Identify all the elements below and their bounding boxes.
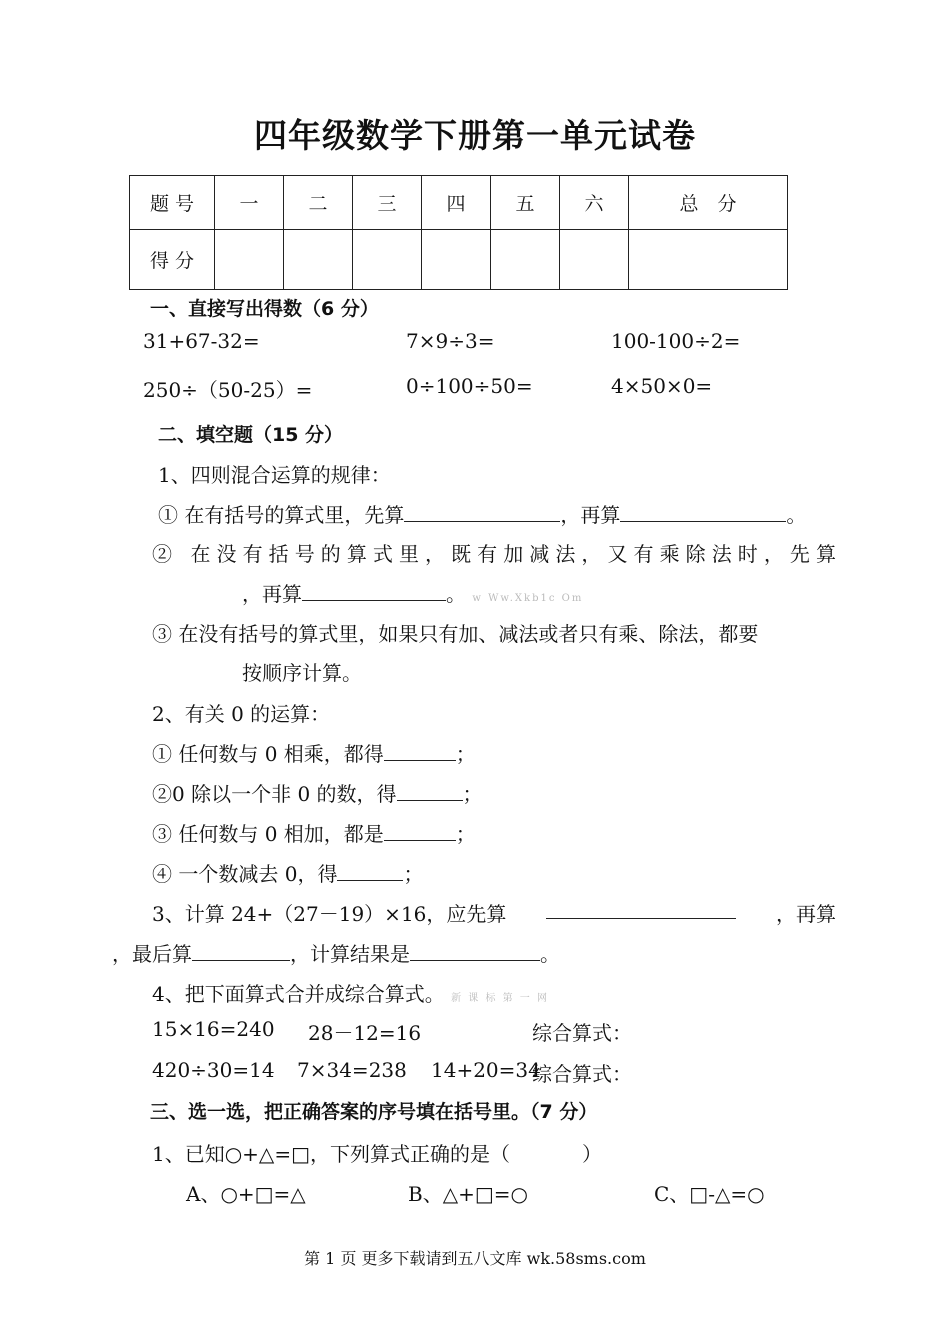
question-2d: [152, 858, 423, 887]
section-3-heading: 三、选一选，把正确答案的序号填在括号里。（7 分）: [150, 1101, 598, 1123]
question-text: ③ 任何数与 0 相加，都是: [152, 822, 384, 846]
question-text: ① 任何数与 0 相乘，都得: [152, 742, 384, 766]
question-text: ，再算: [242, 582, 302, 606]
answer-blank[interactable]: [384, 820, 456, 841]
question-text: 。: [540, 942, 560, 966]
score-header-cell: 一: [215, 176, 284, 230]
formula-item: 7×34=238: [297, 1058, 407, 1082]
question-text: ②0 除以一个非 0 的数，得: [152, 782, 397, 806]
formula-item: 14+20=34: [431, 1058, 541, 1082]
answer-blank[interactable]: [384, 740, 456, 761]
calc-item: 0÷100÷50=: [406, 374, 533, 398]
watermark: 新 课 标 第 一 网: [451, 993, 549, 1004]
score-cell[interactable]: [560, 230, 629, 290]
question-1c-line1: ③ 在没有括号的算式里，如果只有加、减法或者只有乘、除法，都要: [152, 622, 759, 646]
option-a: A、○+□=△: [186, 1182, 306, 1206]
question-2b: [152, 778, 483, 807]
score-cell[interactable]: [629, 230, 788, 290]
formula-item: 420÷30=14: [152, 1058, 275, 1082]
question-text: ① 在有括号的算式里，先算: [158, 503, 405, 527]
question-1b-line1: ② 在没有括号的算式里，既有加减法，又有乘除法时，先算: [152, 542, 836, 566]
question-text: ，再算: [560, 503, 621, 527]
question-4: [152, 978, 549, 1007]
question-2: 2、有关 0 的运算：: [152, 702, 331, 726]
answer-blank[interactable]: [410, 940, 540, 961]
question-text: ④ 一个数减去 0，得: [152, 862, 338, 886]
score-cell[interactable]: [353, 230, 422, 290]
answer-blank[interactable]: [404, 501, 560, 522]
question-text: ，最后算: [112, 942, 192, 966]
answer-blank[interactable]: [302, 580, 446, 601]
score-header-cell: 三: [353, 176, 422, 230]
score-cell[interactable]: [422, 230, 491, 290]
answer-blank[interactable]: [620, 501, 786, 522]
combined-formula-label: 综合算式：: [532, 1062, 632, 1086]
score-cell[interactable]: [491, 230, 560, 290]
calc-item: 250÷（50-25）=: [143, 378, 313, 402]
question-3-line1: [152, 898, 836, 927]
question-text: ）: [581, 1142, 602, 1166]
score-header-cell: 总 分: [629, 176, 788, 230]
question-text: 。: [446, 582, 466, 606]
score-header-cell: 四: [422, 176, 491, 230]
question-text: ；: [403, 862, 424, 886]
question-1b-line2: [242, 578, 583, 607]
question-text: ，计算结果是: [290, 942, 410, 966]
score-table: [129, 175, 788, 290]
question-3-line2: [112, 938, 560, 967]
question-text: ；: [455, 742, 476, 766]
calc-item: 100-100÷2=: [611, 329, 741, 353]
formula-item: 28－12=16: [308, 1021, 422, 1045]
answer-blank[interactable]: [397, 780, 463, 801]
watermark: w Ww.Xkb1c Om: [472, 593, 584, 604]
question-1: 1、四则混合运算的规律：: [158, 463, 391, 487]
question-text: 。: [786, 503, 807, 527]
question-2a: [152, 738, 476, 767]
question-text: ，再算: [776, 902, 836, 926]
question-text: ；: [455, 822, 476, 846]
section-1-heading: 一、直接写出得数（6 分）: [150, 298, 379, 320]
calc-item: 7×9÷3=: [406, 329, 495, 353]
question-2c: [152, 818, 476, 847]
score-row-label: 得 分: [130, 230, 215, 290]
calc-item: 4×50×0=: [611, 374, 713, 398]
section-2-heading: 二、填空题（15 分）: [158, 424, 344, 446]
formula-item: 15×16=240: [152, 1017, 275, 1041]
question-text: 3、计算 24+（27－19）×16，应先算: [152, 902, 507, 926]
question-1c-line2: 按顺序计算。: [242, 661, 362, 685]
score-cell[interactable]: [284, 230, 353, 290]
choice-question-1: [152, 1138, 602, 1167]
answer-blank[interactable]: [546, 898, 736, 919]
score-header-cell: 五: [491, 176, 560, 230]
question-text: ；: [462, 782, 483, 806]
answer-blank[interactable]: [337, 860, 403, 881]
question-text: 4、把下面算式合并成综合算式。: [152, 982, 445, 1006]
score-header-cell: 二: [284, 176, 353, 230]
page-footer: 第 1 页 更多下载请到五八文库 wk.58sms.com: [304, 1249, 646, 1268]
score-header-cell: 题 号: [130, 176, 215, 230]
combined-formula-label: 综合算式：: [532, 1021, 632, 1045]
page-title: 四年级数学下册第一单元试卷: [254, 116, 696, 155]
question-text: 1、已知○+△=□，下列算式正确的是（: [152, 1142, 510, 1166]
answer-blank[interactable]: [192, 940, 290, 961]
option-c: C、□-△=○: [654, 1182, 765, 1206]
option-b: B、△+□=○: [408, 1182, 528, 1206]
score-header-cell: 六: [560, 176, 629, 230]
calc-item: 31+67-32=: [143, 329, 260, 353]
question-1a: [158, 499, 806, 528]
score-cell[interactable]: [215, 230, 284, 290]
